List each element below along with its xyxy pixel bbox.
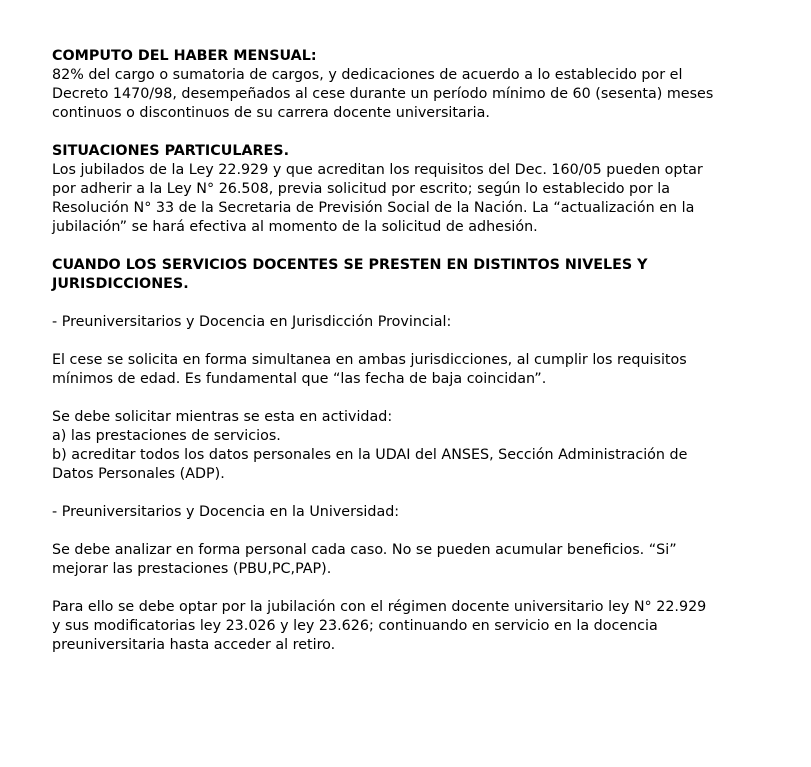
section-title-situaciones: SITUACIONES PARTICULARES.: [52, 143, 290, 159]
text-line: mínimos de edad. Es fundamental que “las fecha de baja coincidan”.: [52, 371, 547, 387]
spacer: [52, 522, 782, 541]
text-line: 82% del cargo o sumatoria de cargos, y dedicaciones de acuerdo a lo establecido por el: [52, 67, 683, 83]
spacer: [52, 389, 782, 408]
section-title-niveles-continued: JURISDICCIONES.: [52, 276, 189, 292]
text-line: Decreto 1470/98, desempeñados al cese durante un período mínimo de 60 (sesenta) meses: [52, 86, 714, 102]
spacer: [52, 332, 782, 351]
text-line: mejorar las prestaciones (PBU,PC,PAP).: [52, 561, 332, 577]
document-body: [52, 47, 782, 655]
list-item: b) acreditar todos los datos personales en la UDAI del ANSES, Sección Administración de: [52, 447, 688, 463]
text-line: Para ello se debe optar por la jubilación con el régimen docente universitario ley N° 22.929: [52, 599, 707, 615]
spacer: [52, 579, 782, 598]
text-line: continuos o discontinuos de su carrera docente universitaria.: [52, 105, 490, 121]
spacer: [52, 237, 782, 256]
section-title-computo: COMPUTO DEL HABER MENSUAL:: [52, 48, 317, 64]
list-item: a) las prestaciones de servicios.: [52, 428, 281, 444]
section-title-niveles: CUANDO LOS SERVICIOS DOCENTES SE PRESTEN EN DISTINTOS NIVELES Y: [52, 257, 648, 273]
text-line: Los jubilados de la Ley 22.929 y que acreditan los requisitos del Dec. 160/05 pueden optar: [52, 162, 703, 178]
subsection-title-universidad: - Preuniversitarios y Docencia en la Universidad:: [52, 504, 400, 520]
spacer: [52, 484, 782, 503]
text-line: por adherir a la Ley N° 26.508, previa solicitud por escrito; según lo establecido por la: [52, 181, 671, 197]
text-line: y sus modificatorias ley 23.026 y ley 23.626; continuando en servicio en la docencia: [52, 618, 658, 634]
text-line: jubilación” se hará efectiva al momento de la solicitud de adhesión.: [52, 219, 538, 235]
text-line: El cese se solicita en forma simultanea en ambas jurisdicciones, al cumplir los requisitos: [52, 352, 687, 368]
spacer: [52, 294, 782, 313]
text-line: Se debe solicitar mientras se esta en actividad:: [52, 409, 393, 425]
text-line: Datos Personales (ADP).: [52, 466, 225, 482]
text-line: Se debe analizar en forma personal cada caso. No se pueden acumular beneficios. “Si”: [52, 542, 677, 558]
subsection-title-provincial: - Preuniversitarios y Docencia en Jurisdicción Provincial:: [52, 314, 452, 330]
text-line: Resolución N° 33 de la Secretaria de Previsión Social de la Nación. La “actualización en la: [52, 200, 695, 216]
text-line: preuniversitaria hasta acceder al retiro.: [52, 637, 336, 653]
spacer: [52, 123, 782, 142]
